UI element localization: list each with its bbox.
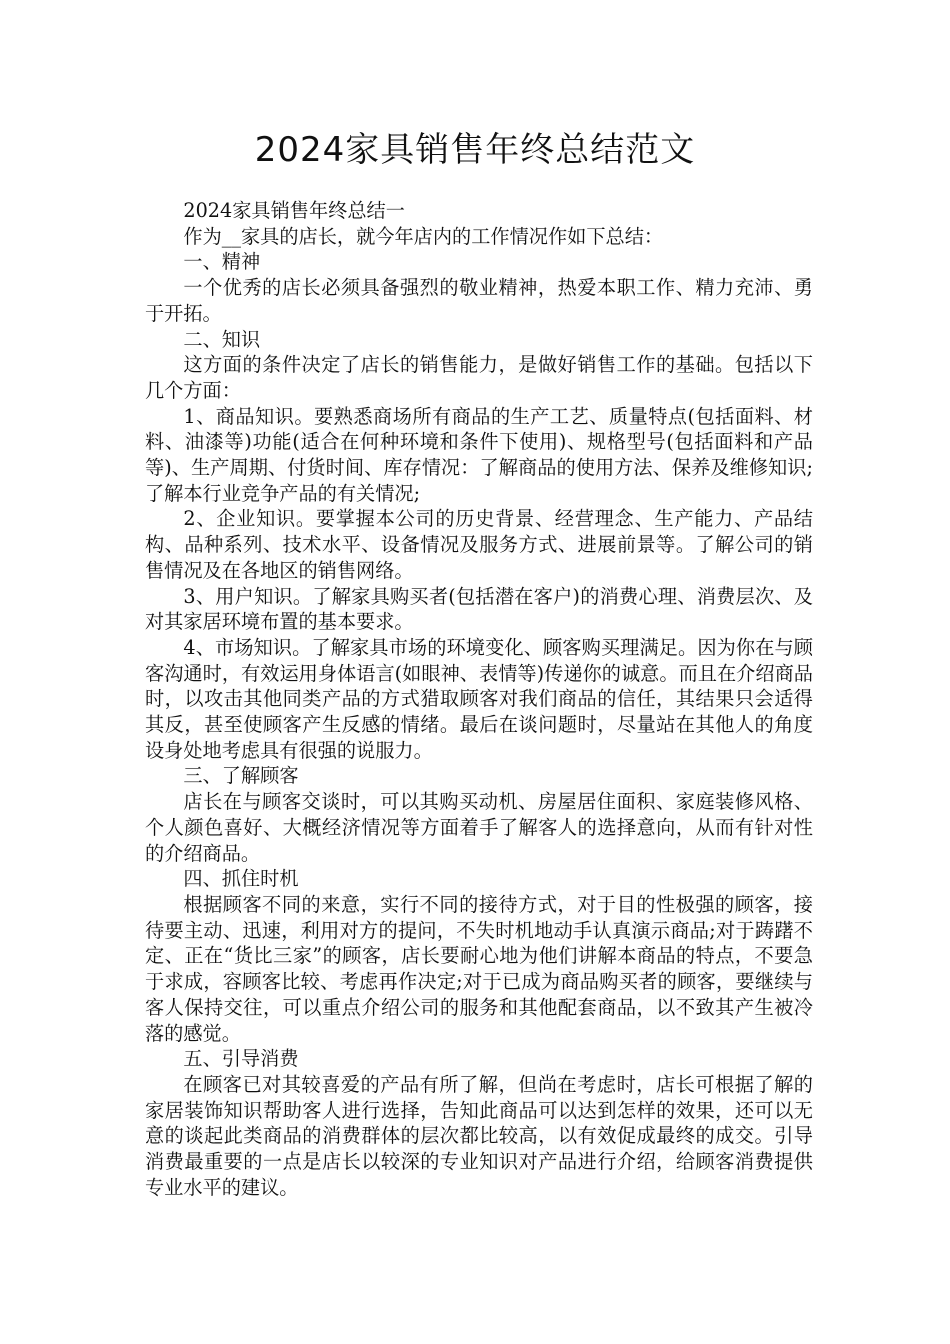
section-heading-customers: 三、了解顾客 bbox=[183, 764, 299, 788]
section-paragraph: 店长在与顾客交谈时，可以其购买动机、房屋居住面积、家庭装修风格、个人颜色喜好、大概经济情况等方面着手了解客人的选择意向，从而有针对性的介绍商品。 bbox=[145, 790, 813, 865]
section-paragraph: 这方面的条件决定了店长的销售能力，是做好销售工作的基础。包括以下几个方面： bbox=[145, 353, 813, 402]
section-paragraph: 根据顾客不同的来意，实行不同的接待方式，对于目的性极强的顾客，接待要主动、迅速，利用对方的提问，不失时机地动手认真演示商品;对于踌躇不定、正在“货比三家”的顾客，店长要耐心地为他们讲解本商品的特点，不要急于求成，容顾客比较、考虑再作决定;对于已成为商品购买者的顾客，要继续与客人保持交往，可以重点介绍公司的服务和其他配套商品，以不致其产生被冷落的感觉。 bbox=[145, 892, 813, 1045]
section-heading-spirit: 一、精神 bbox=[183, 250, 261, 274]
document-subtitle: 2024家具销售年终总结一 bbox=[183, 199, 405, 222]
section-paragraph: 3、用户知识。了解家具购买者(包括潜在客户)的消费心理、消费层次、及对其家居环境布置的基本要求。 bbox=[145, 584, 813, 634]
intro-paragraph: 作为__家具的店长，就今年店内的工作情况作如下总结： bbox=[183, 224, 664, 248]
document-body bbox=[145, 198, 813, 1200]
section-paragraph: 一个优秀的店长必须具备强烈的敬业精神，热爱本职工作、精力充沛、勇于开拓。 bbox=[145, 276, 813, 325]
section-heading-knowledge: 二、知识 bbox=[183, 327, 261, 351]
section-paragraph: 4、市场知识。了解家具市场的环境变化、顾客购买理满足。因为你在与顾客沟通时，有效运用身体语言(如眼神、表情等)传递你的诚意。而且在介绍商品时，以攻击其他同类产品的方式猎取顾客对我们商品的信任，其结果只会适得其反，甚至使顾客产生反感的情绪。最后在谈问题时，尽量站在其他人的角度设身处地考虑具有很强的说服力。 bbox=[145, 635, 813, 762]
document-title: 2024家具销售年终总结范文 bbox=[254, 130, 696, 170]
section-heading-timing: 四、抓住时机 bbox=[183, 867, 299, 891]
section-paragraph: 2、企业知识。要掌握本公司的历史背景、经营理念、生产能力、产品结构、品种系列、技术水平、设备情况及服务方式、进展前景等。了解公司的销售情况及在各地区的销售网络。 bbox=[145, 507, 813, 582]
section-paragraph: 在顾客已对其较喜爱的产品有所了解，但尚在考虑时，店长可根据了解的家居装饰知识帮助客人进行选择，告知此商品可以达到怎样的效果，还可以无意的谈起此类商品的消费群体的层次都比较高，以有效促成最终的成交。引导消费最重要的一点是店长以较深的专业知识对产品进行介绍，给顾客消费提供专业水平的建议。 bbox=[145, 1072, 813, 1199]
section-paragraph: 1、商品知识。要熟悉商场所有商品的生产工艺、质量特点(包括面料、材料、油漆等)功能(适合在何种环境和条件下使用)、规格型号(包括面料和产品等)、生产周期、付货时间、库存情况：了解商品的使用方法、保养及维修知识;了解本行业竞争产品的有关情况; bbox=[145, 404, 813, 505]
section-heading-guidance: 五、引导消费 bbox=[183, 1047, 299, 1071]
